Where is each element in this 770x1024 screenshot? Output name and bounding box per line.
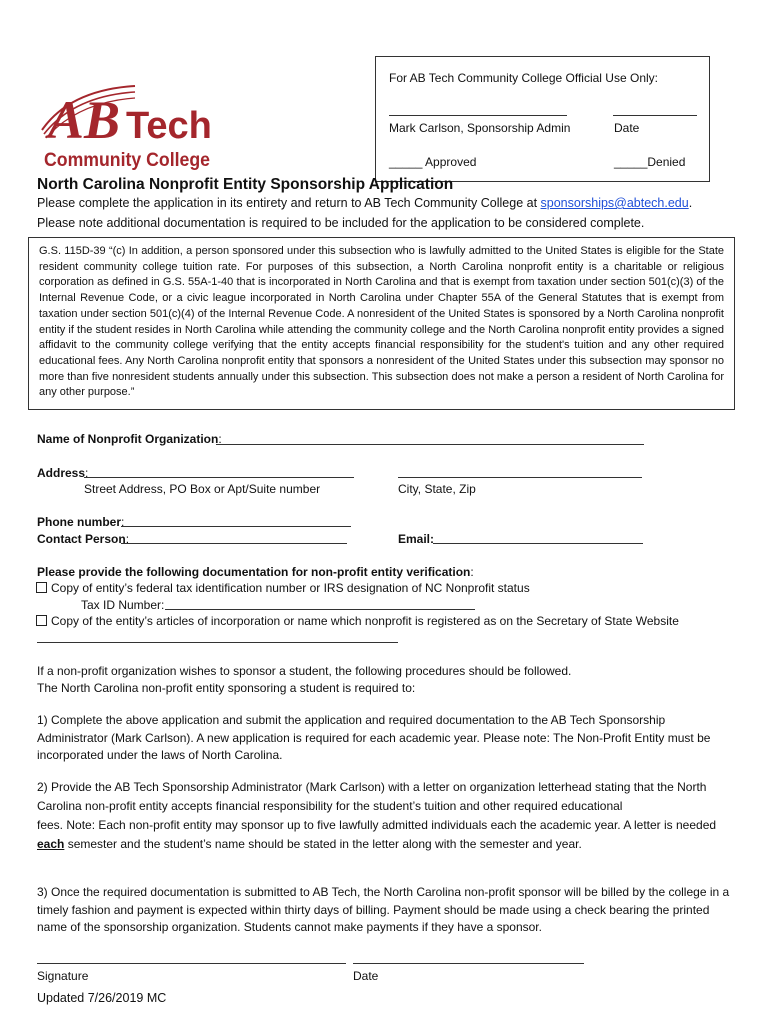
procedure-step-3: 3) Once the required documentation is submitted to AB Tech, the North Carolina non-profit sponsor will be billed by the college in a timely fashion and payment is expected within thirty days of billing. Payment should be made using a check bearing the printed name of the sponsorship organization. Students cannot make payments if they have a sponsor. — [37, 885, 730, 934]
street-address-input[interactable] — [84, 477, 354, 478]
official-use-header: For AB Tech Community College Official Use Only: — [389, 71, 658, 85]
svg-text:AB: AB — [48, 90, 121, 150]
procedure-step-2-line-4 — [37, 836, 582, 852]
street-address-sublabel: Street Address, PO Box or Apt/Suite number — [84, 482, 321, 496]
step-2-line-4-text: semester and the student’s name should be stated in the letter along with the semester and year. — [64, 837, 582, 851]
statute-text: G.S. 115D-39 “(c) In addition, a person sponsored under this subsection who is lawfully admitted to the United States is eligible for the State resident community college tuition rate. For purposes of this subsection, a North Carolina nonprofit entity is a charitable or religious corporation as defined in G.S. 55A-1-40 that is incorporated in North Carolina and that is exempt from taxation under section 501(c)(3) of the Internal Revenue Code, or a civic league incorporated in North Carolina under Chapter 55A of the General Statutes that is exempt from taxation under section 501(c)(4) of the Internal Revenue Code. A nonresident of the United States is sponsored by a North Carolina nonprofit entity if the student resides in North Carolina while attending the community college and the North Carolina nonprofit entity provides a signed affidavit to the community college verifying that the entity accepts financial responsibility for the student's tuition and any other required educational fees. Any North Carolina nonprofit entity that sponsors a nonresident of the United States under this subsection may sponsor no more than five nonresident students annually under this subsection. This subsection does not make a person a resident of North Carolina for any other purpose.” — [39, 245, 724, 399]
tax-id-input[interactable] — [165, 609, 475, 610]
procedure-step-2-line-2: Carolina non-profit entity accepts financial responsibility for the student’s tuition and other required educational — [37, 799, 623, 813]
statute-box — [28, 237, 735, 410]
procedure-step-1: 1) Complete the above application and submit the application and required documentation to the AB Tech Sponsorship Administrator (Mark Carlson). A new application is required for each academic year. Please note: The Non-Profit Entity must be incorporated under the laws of North Carolina. — [37, 713, 711, 762]
admin-date-label: Date — [614, 121, 640, 135]
signature-label: Signature — [37, 969, 89, 983]
email-label: Email: — [398, 532, 435, 546]
city-state-zip-sublabel: City, State, Zip — [398, 482, 476, 496]
phone-input[interactable] — [121, 526, 351, 527]
procedure-step-2-line-3: fees. Note: Each non-profit entity may sponsor up to five lawfully admitted individuals each the academic year. A letter is needed — [37, 818, 717, 832]
phone-label: Phone number: — [37, 515, 125, 529]
address-label: Address: — [37, 466, 89, 480]
procedures-intro-1: If a non-profit organization wishes to sponsor a student, the following procedures should be followed. — [37, 664, 572, 678]
each-emphasis: each — [37, 837, 65, 851]
contact-person-label: Contact Person: — [37, 532, 130, 546]
procedures-intro-2: The North Carolina non-profit entity sponsoring a student is required to: — [37, 681, 416, 695]
org-name-input[interactable] — [216, 444, 644, 445]
intro-period: . — [688, 196, 693, 210]
city-state-zip-input[interactable] — [398, 477, 642, 478]
email-input[interactable] — [433, 543, 643, 544]
procedure-step-2-line-1: 2) Provide the AB Tech Sponsorship Administrator (Mark Carlson) with a letter on organization letterhead stating that the North — [37, 780, 707, 794]
ab-tech-logo-graphic — [40, 80, 215, 172]
intro-line-2: Please note additional documentation is required to be included for the application to be considered complete. — [37, 216, 645, 230]
page-title: North Carolina Nonprofit Entity Sponsorship Application — [37, 176, 454, 193]
articles-input[interactable] — [37, 642, 398, 643]
denied-field[interactable]: _____Denied — [614, 155, 686, 169]
signature-date-label: Date — [353, 969, 379, 983]
articles-doc-label: Copy of the entity’s articles of incorporation or name which nonprofit is registered as on the Secretary of State Website — [51, 614, 679, 628]
contact-person-input[interactable] — [121, 543, 347, 544]
ab-tech-logo — [40, 80, 215, 172]
signature-input[interactable] — [37, 963, 346, 964]
intro-line-1 — [37, 196, 692, 210]
updated-note: Updated 7/26/2019 MC — [37, 991, 167, 1005]
email-link[interactable]: sponsorships@abtech.edu — [540, 196, 689, 210]
docs-heading: Please provide the following documentation for non-profit entity verification: — [37, 565, 474, 579]
admin-label: Mark Carlson, Sponsorship Admin — [389, 121, 571, 135]
tax-id-checkbox[interactable] — [36, 582, 47, 593]
signature-date-input[interactable] — [353, 963, 584, 964]
tax-id-doc-label: Copy of entity’s federal tax identification number or IRS designation of NC Nonprofit status — [51, 581, 530, 595]
intro-text: Please complete the application in its entirety and return to AB Tech Community College at — [37, 196, 541, 210]
admin-date-line[interactable] — [613, 115, 697, 116]
articles-checkbox[interactable] — [36, 615, 47, 626]
admin-signature-line[interactable] — [389, 115, 567, 116]
official-use-box — [375, 56, 710, 182]
tax-id-label: Tax ID Number: — [81, 598, 165, 612]
approved-field[interactable]: _____ Approved — [389, 155, 477, 169]
svg-text:Tech: Tech — [126, 105, 212, 147]
svg-text:Community College: Community College — [44, 150, 210, 171]
org-name-label: Name of Nonprofit Organization: — [37, 432, 222, 446]
